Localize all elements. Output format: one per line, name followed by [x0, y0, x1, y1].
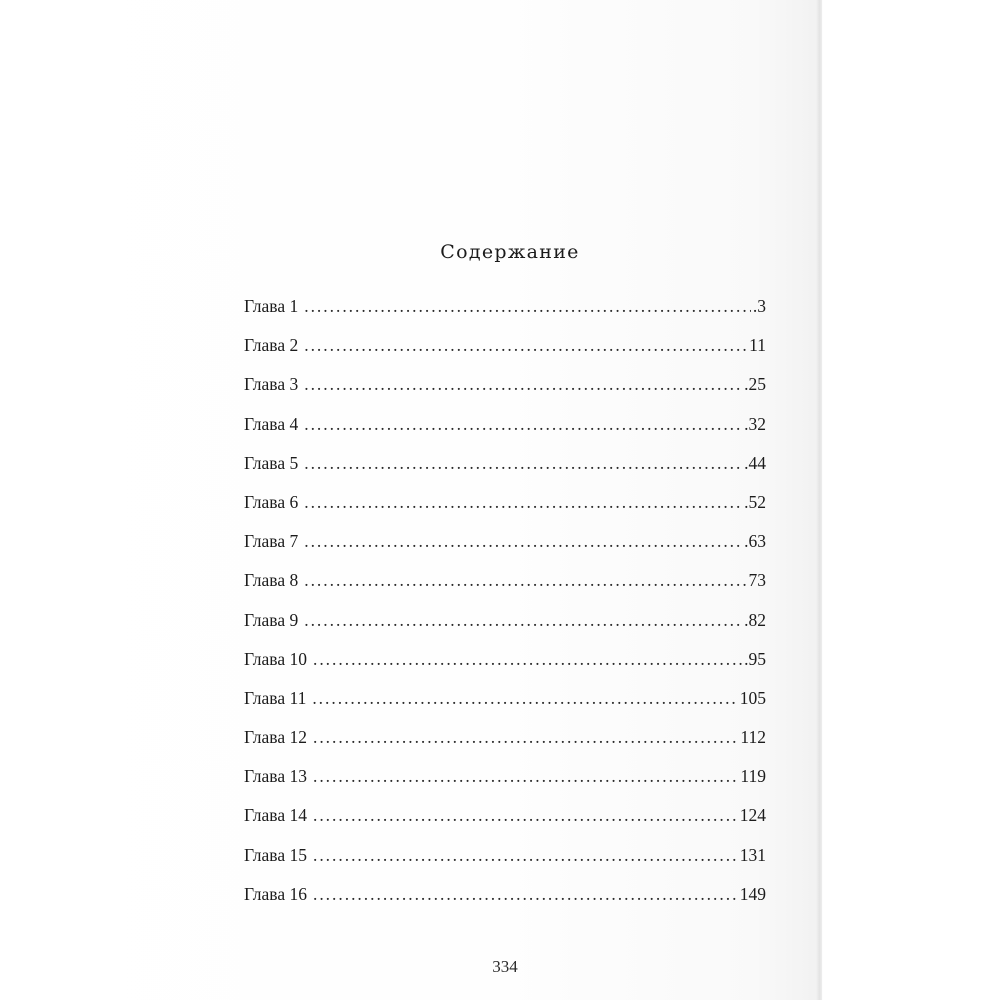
toc-entry-page: .95 — [744, 648, 766, 669]
toc-entry-page: .82 — [744, 609, 766, 630]
toc-entry-page: 105 — [739, 687, 766, 708]
toc-dot-leader — [313, 805, 738, 826]
toc-dot-leader — [304, 414, 742, 435]
toc-entry — [244, 492, 766, 531]
toc-entry — [244, 845, 766, 884]
toc-dot-leader — [304, 296, 751, 317]
toc-entry-label: Глава 16 — [244, 883, 307, 904]
toc-entry — [244, 766, 766, 805]
toc-dot-leader — [304, 492, 742, 513]
toc-dot-leader — [304, 610, 742, 631]
toc-entry — [244, 610, 766, 649]
toc-dot-leader — [313, 727, 738, 748]
toc-entry — [244, 727, 766, 766]
toc-entry — [244, 335, 766, 374]
toc-dot-leader — [312, 688, 737, 709]
toc-entry-label: Глава 11 — [244, 687, 307, 708]
toc-dot-leader — [313, 766, 738, 787]
toc-dot-leader — [313, 845, 738, 866]
page-edge-shadow — [816, 0, 823, 1000]
page-title: Содержание — [440, 241, 580, 263]
toc-dot-leader — [304, 374, 742, 395]
toc-entry — [244, 414, 766, 453]
toc-entry-label: Глава 7 — [244, 531, 299, 552]
toc-entry — [244, 805, 766, 844]
toc-entry-page: 131 — [739, 844, 766, 865]
toc-entry-label: Глава 2 — [244, 335, 299, 356]
table-of-contents — [244, 296, 766, 923]
toc-entry-page: .3 — [752, 296, 766, 316]
toc-entry-page: 112 — [740, 727, 766, 748]
toc-entry-label: Глава 14 — [244, 805, 307, 826]
toc-entry — [244, 649, 766, 688]
toc-entry-label: Глава 4 — [244, 413, 299, 434]
toc-entry-label: Глава 12 — [244, 727, 307, 748]
toc-entry-page: .32 — [744, 413, 766, 434]
toc-entry-label: Глава 3 — [244, 374, 299, 395]
toc-entry-label: Глава 8 — [244, 570, 299, 591]
toc-entry — [244, 884, 766, 923]
toc-entry-label: Глава 10 — [244, 648, 307, 669]
toc-entry-page: .44 — [744, 452, 766, 473]
toc-entry — [244, 453, 766, 492]
toc-dot-leader — [313, 884, 738, 905]
toc-dot-leader — [304, 335, 747, 356]
toc-entry-label: Глава 5 — [244, 452, 299, 473]
toc-dot-leader — [304, 453, 742, 474]
toc-entry — [244, 374, 766, 413]
toc-entry-label: Глава 1 — [244, 296, 299, 316]
toc-entry-page: .63 — [744, 531, 766, 552]
toc-dot-leader — [304, 531, 742, 552]
toc-entry-page: 11 — [749, 335, 766, 356]
toc-entry — [244, 531, 766, 570]
toc-entry — [244, 570, 766, 609]
toc-entry — [244, 688, 766, 727]
toc-entry-page: 73 — [748, 570, 766, 591]
toc-entry-page: .25 — [744, 374, 766, 395]
toc-entry-page: 124 — [739, 805, 766, 826]
toc-entry-label: Глава 9 — [244, 609, 299, 630]
toc-entry-label: Глава 6 — [244, 491, 299, 512]
toc-entry-label: Глава 13 — [244, 766, 307, 787]
toc-dot-leader — [304, 570, 746, 591]
toc-entry-page: .52 — [744, 491, 766, 512]
toc-entry — [244, 296, 766, 335]
toc-entry-page: 149 — [739, 883, 766, 904]
toc-dot-leader — [313, 649, 742, 670]
toc-entry-page: 119 — [740, 766, 766, 787]
toc-entry-label: Глава 15 — [244, 844, 307, 865]
page-number: 334 — [492, 957, 518, 976]
